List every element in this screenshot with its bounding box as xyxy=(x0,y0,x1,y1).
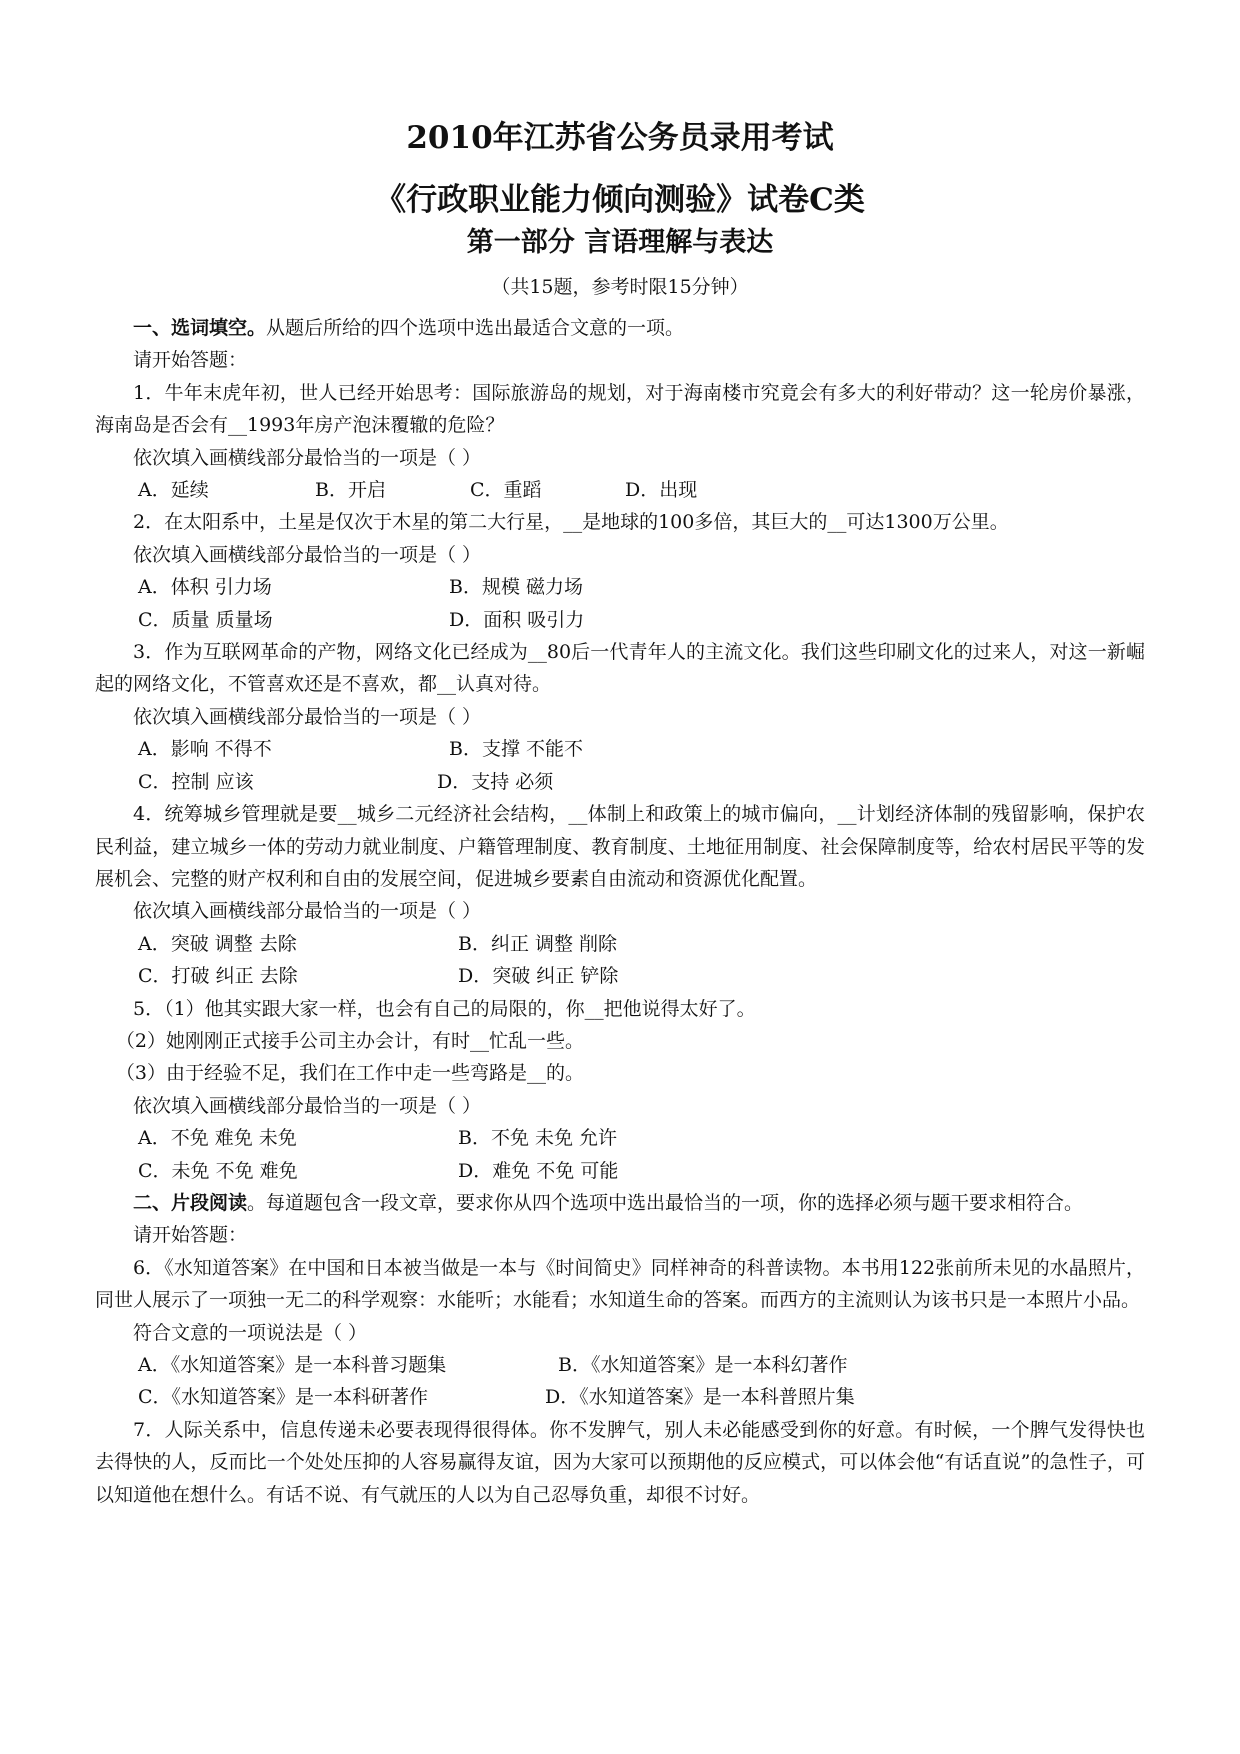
exam-page xyxy=(95,118,1145,1511)
option-a: A．《水知道答案》是一本科普习题集 xyxy=(138,1354,447,1376)
section-1-heading: 一、选词填空。 xyxy=(133,317,267,339)
option-d: D．《水知道答案》是一本科普照片集 xyxy=(545,1386,855,1409)
option-c: C．控制 应该 xyxy=(138,770,254,793)
question-5-options-row-2 xyxy=(95,1155,1145,1187)
option-a: A．影响 不得不 xyxy=(138,738,272,761)
question-2-prompt: 依次填入画横线部分最恰当的一项是（ ） xyxy=(133,543,482,566)
option-c: C．《水知道答案》是一本科研著作 xyxy=(138,1386,429,1409)
question-3-prompt: 依次填入画横线部分最恰当的一项是（ ） xyxy=(133,705,482,728)
section-2-instruction xyxy=(95,1187,1145,1219)
start-prompt: 请开始答题： xyxy=(133,349,248,372)
question-2-options-row-1 xyxy=(95,571,1145,603)
option-a: A．不免 难免 未免 xyxy=(138,1127,297,1150)
question-4-prompt: 依次填入画横线部分最恰当的一项是（ ） xyxy=(133,900,482,923)
question-3-options-row-1 xyxy=(95,733,1145,765)
option-c: C．重蹈 xyxy=(470,479,542,502)
option-b: B．不免 未免 允许 xyxy=(458,1127,618,1150)
option-c: C．质量 质量场 xyxy=(138,608,273,631)
question-3: 3．作为互联网革命的产物，网络文化已经成为__80后一代青年人的主流文化。我们这些印刷文化的过来人，对这一新崛起的网络文化，不管喜欢还是不喜欢，都__认真对待。 xyxy=(95,641,1145,696)
option-d: D．支持 必须 xyxy=(437,770,554,793)
section-2-heading: 二、片段阅读 xyxy=(133,1191,248,1214)
question-6: 6．《水知道答案》在中国和日本被当做是一本与《时间简史》同样神奇的科普读物。本书用122张前所未见的水晶照片，同世人展示了一项独一无二的科学观察：水能听；水能看；水知道生命的答案。而西方的主流则认为该书只是一本照片小品。 xyxy=(95,1256,1145,1312)
option-c: C．打破 纠正 去除 xyxy=(138,965,298,988)
option-b: B．纠正 调整 削除 xyxy=(458,932,618,955)
option-d: D．出现 xyxy=(625,479,698,502)
question-4-options-row-2 xyxy=(95,960,1145,992)
part-title: 第一部分 言语理解与表达 xyxy=(466,227,774,258)
option-a: A．突破 调整 去除 xyxy=(138,932,297,955)
question-5-prompt: 依次填入画横线部分最恰当的一项是（ ） xyxy=(133,1094,482,1117)
paper-title: 《行政职业能力倾向测验》试卷C类 xyxy=(375,182,865,218)
option-b: B．支撑 不能不 xyxy=(449,738,584,761)
question-6-prompt: 符合文意的一项说法是（ ） xyxy=(133,1321,368,1344)
question-5-sentence-3: （3）由于经验不足，我们在工作中走一些弯路是__的。 xyxy=(115,1062,584,1085)
option-d: D．难免 不免 可能 xyxy=(458,1159,619,1182)
option-a: A．延续 xyxy=(138,479,209,502)
part-note: （共15题，参考时限15分钟） xyxy=(491,276,749,298)
question-5-sentence-2: （2）她刚刚正式接手公司主办会计，有时__忙乱一些。 xyxy=(115,1029,584,1052)
section-1-text: 从题后所给的四个选项中选出最适合文意的一项。 xyxy=(266,317,685,339)
option-b: B．《水知道答案》是一本科幻著作 xyxy=(558,1354,848,1376)
option-a: A．体积 引力场 xyxy=(138,576,272,599)
question-5-sentence-1: 5．（1）他其实跟大家一样，也会有自己的局限的，你__把他说得太好了。 xyxy=(133,997,756,1020)
question-1-options xyxy=(95,474,1145,506)
option-d: D．面积 吸引力 xyxy=(449,608,585,631)
question-3-options-row-2 xyxy=(95,766,1145,798)
option-b: B．规模 磁力场 xyxy=(449,576,584,599)
question-4-options-row-1 xyxy=(95,928,1145,960)
question-1: 1．牛年末虎年初，世人已经开始思考：国际旅游岛的规划，对于海南楼市究竟会有多大的利好带动？这一轮房价暴涨，海南岛是否会有__1993年房产泡沫覆辙的危险？ xyxy=(95,381,1145,437)
question-4: 4．统筹城乡管理就是要__城乡二元经济社会结构，__体制上和政策上的城市偏向，__计划经济体制的残留影响，保护农民利益，建立城乡一体的劳动力就业制度、户籍管理制度、教育制度、土地征用制度、社会保障制度等，给农村居民平等的发展机会、完整的财产权利和自由的发展空间，促进城乡要素自由流动和资源优化配置。 xyxy=(95,803,1145,890)
option-c: C．未免 不免 难免 xyxy=(138,1159,298,1182)
exam-title: 2010年江苏省公务员录用考试 xyxy=(406,120,834,156)
question-6-options-row-1 xyxy=(95,1349,1145,1381)
question-1-prompt: 依次填入画横线部分最恰当的一项是（ ） xyxy=(133,446,482,469)
question-6-options-row-2 xyxy=(95,1381,1145,1413)
option-d: D．突破 纠正 铲除 xyxy=(458,965,619,988)
section-2-text: 。每道题包含一段文章，要求你从四个选项中选出最恰当的一项，你的选择必须与题干要求相符合。 xyxy=(247,1191,1084,1214)
section-1-instruction xyxy=(95,312,1145,344)
question-2: 2．在太阳系中，土星是仅次于木星的第二大行星，__是地球的100多倍，其巨大的__可达1300万公里。 xyxy=(133,511,1009,534)
question-7: 7．人际关系中，信息传递未必要表现得很得体。你不发脾气，别人未必能感受到你的好意。有时候，一个脾气发得快也去得快的人，反而比一个处处压抑的人容易赢得友谊，因为大家可以预期他的反应模式，可以体会他“有话直说”的急性子，可以知道他在想什么。有话不说、有气就压的人以为自己忍辱负重，却很不讨好。 xyxy=(95,1418,1145,1506)
question-2-options-row-2 xyxy=(95,604,1145,636)
start-prompt-2: 请开始答题： xyxy=(133,1224,248,1247)
option-b: B．开启 xyxy=(315,479,386,502)
question-5-options-row-1 xyxy=(95,1122,1145,1154)
